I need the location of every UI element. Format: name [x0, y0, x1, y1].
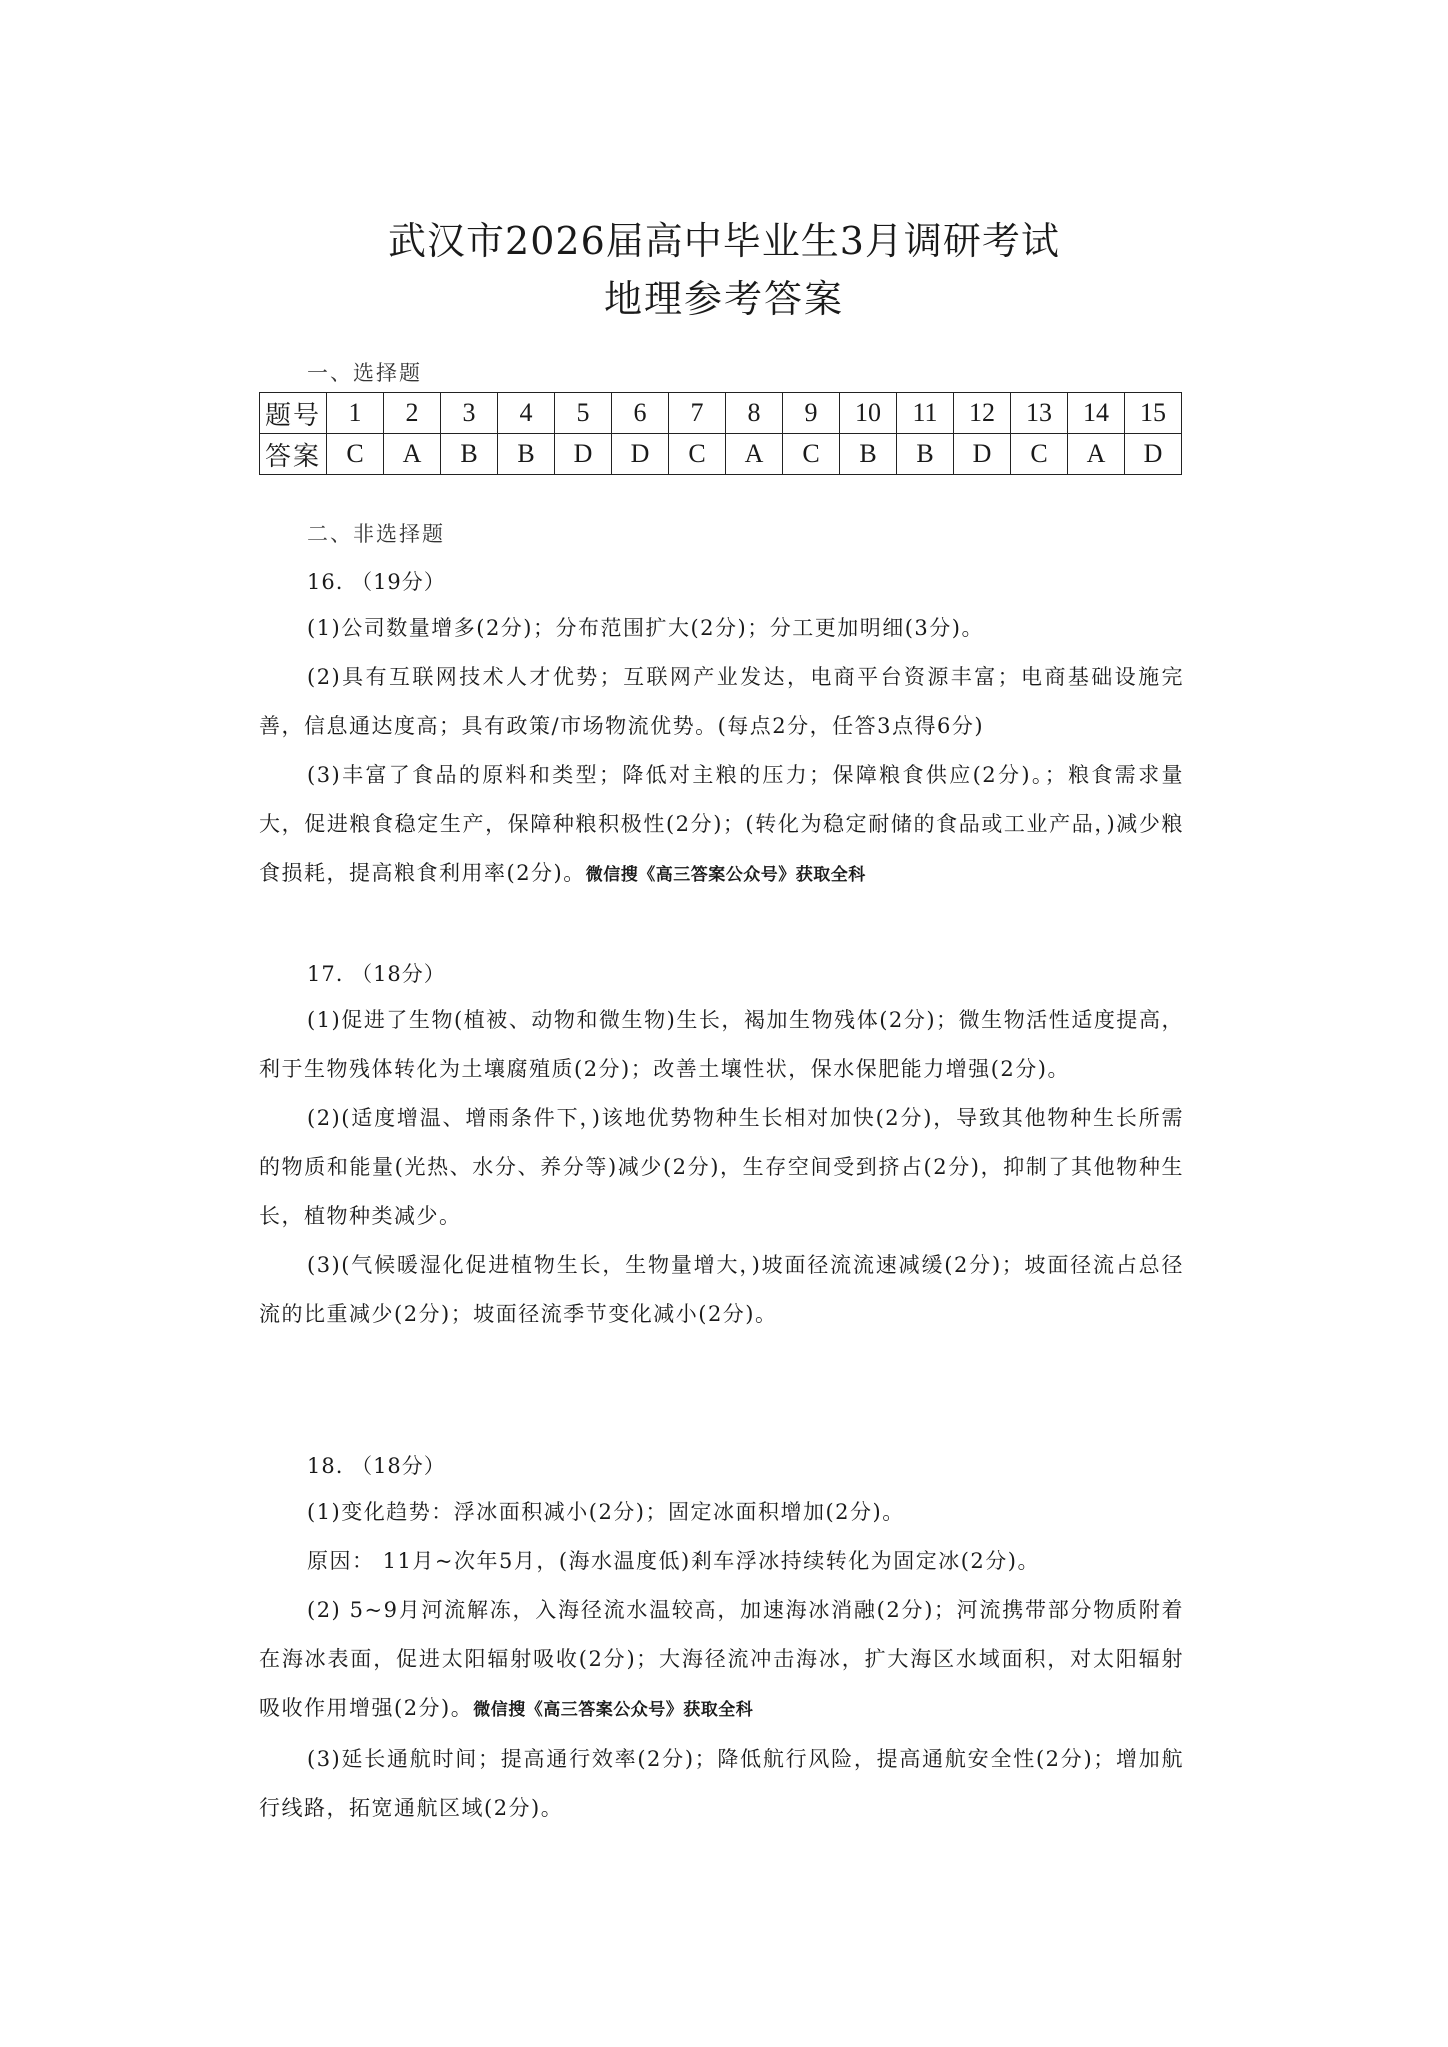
question-number: 11 [897, 393, 954, 434]
table-row-numbers [260, 393, 1182, 434]
question-number: 5 [555, 393, 612, 434]
answer-cell: C [669, 434, 726, 475]
question-18-header: 18. （18分） [307, 1454, 446, 1478]
question-number: 12 [954, 393, 1011, 434]
answer-cell: B [498, 434, 555, 475]
question-number: 14 [1068, 393, 1125, 434]
question-number: 13 [1011, 393, 1068, 434]
answer-cell: B [897, 434, 954, 475]
row-header-answer: 答案 [260, 434, 327, 475]
answer-cell: C [327, 434, 384, 475]
answer-paragraph: (2)(适度增温、增雨条件下，)该地优势物种生长相对加快(2分)，导致其他物种生长所需的物质和能量(光热、水分、养分等)减少(2分)，生存空间受到挤占(2分)，抑制了其他物种生长，植物种类减少。 [259, 1106, 1184, 1228]
answer-paragraph: (2)具有互联网技术人才优势；互联网产业发达，电商平台资源丰富；电商基础设施完善，信息通达度高；具有政策/市场物流优势。(每点2分，任答3点得6分) [259, 665, 1184, 738]
question-number: 7 [669, 393, 726, 434]
answer-cell: B [840, 434, 897, 475]
page-subtitle: 地理参考答案 [603, 277, 844, 321]
section-label-multiple-choice: 一、选择题 [307, 361, 422, 385]
answer-text: (2) 5~9月河流解冻，入海径流水温较高，加速海冰消融(2分)；河流携带部分物质附着在海冰表面，促进太阳辐射吸收(2分)；大海径流冲击海冰，扩大海区水域面积，对太阳辐射吸收作用增强(2分)。 [259, 1598, 1184, 1720]
question-number: 9 [783, 393, 840, 434]
answer-cell: D [954, 434, 1011, 475]
question-number: 3 [441, 393, 498, 434]
answer-paragraph: (1)促进了生物(植被、动物和微生物)生长，褐加生物残体(2分)；微生物活性适度提高，利于生物残体转化为土壤腐殖质(2分)；改善土壤性状，保水保肥能力增强(2分)。 [259, 1008, 1184, 1081]
question-number: 10 [840, 393, 897, 434]
answer-cell: A [384, 434, 441, 475]
answer-paragraph: (3)(气候暖湿化促进植物生长，生物量增大，)坡面径流流速减缓(2分)；坡面径流占总径流的比重减少(2分)；坡面径流季节变化减小(2分)。 [259, 1253, 1184, 1326]
question-16-answer [259, 604, 1184, 900]
question-17-header: 17. （18分） [307, 962, 446, 986]
answer-paragraph: (3)延长通航时间；提高通行效率(2分)；降低航行风险，提高通航安全性(2分)；增加航行线路，拓宽通航区域(2分)。 [259, 1747, 1184, 1820]
question-17-answer [259, 996, 1184, 1339]
answer-cell: B [441, 434, 498, 475]
question-16-header: 16. （19分） [307, 570, 446, 594]
table-row-answers [260, 434, 1182, 475]
answer-cell: C [783, 434, 840, 475]
row-header-number: 题号 [260, 393, 327, 434]
answer-cell: D [555, 434, 612, 475]
answer-cell: C [1011, 434, 1068, 475]
page-title: 武汉市2026届高中毕业生3月调研考试 [388, 219, 1060, 263]
answer-paragraph: 原因： 11月~次年5月，(海水温度低)剎车浮冰持续转化为固定冰(2分)。 [307, 1549, 1040, 1573]
question-18-answer [259, 1488, 1184, 1833]
question-number: 4 [498, 393, 555, 434]
question-number: 6 [612, 393, 669, 434]
answer-paragraph [259, 1586, 1184, 1735]
answer-paragraph [259, 751, 1184, 900]
question-number: 1 [327, 393, 384, 434]
answer-paragraph: (1)公司数量增多(2分)；分布范围扩大(2分)；分工更加明细(3分)。 [307, 616, 984, 640]
question-number: 2 [384, 393, 441, 434]
promo-text: 微信搜《高三答案公众号》获取全科 [473, 1700, 754, 1720]
answer-table [259, 392, 1182, 475]
promo-text: 微信搜《高三答案公众号》获取全科 [585, 865, 866, 885]
question-number: 15 [1125, 393, 1182, 434]
answer-cell: D [1125, 434, 1182, 475]
answer-cell: D [612, 434, 669, 475]
section-label-free-response: 二、非选择题 [307, 522, 445, 546]
answer-cell: A [1068, 434, 1125, 475]
question-number: 8 [726, 393, 783, 434]
answer-cell: A [726, 434, 783, 475]
answer-text: (3)丰富了食品的原料和类型；降低对主粮的压力；保障粮食供应(2分)。；粮食需求量大，促进粮食稳定生产，保障种粮积极性(2分)；(转化为稳定耐储的食品或工业产品，)减少粮食损耗，提高粮食利用率(2分)。 [259, 763, 1184, 885]
answer-paragraph: (1)变化趋势：浮冰面积减小(2分)；固定冰面积增加(2分)。 [307, 1500, 905, 1524]
